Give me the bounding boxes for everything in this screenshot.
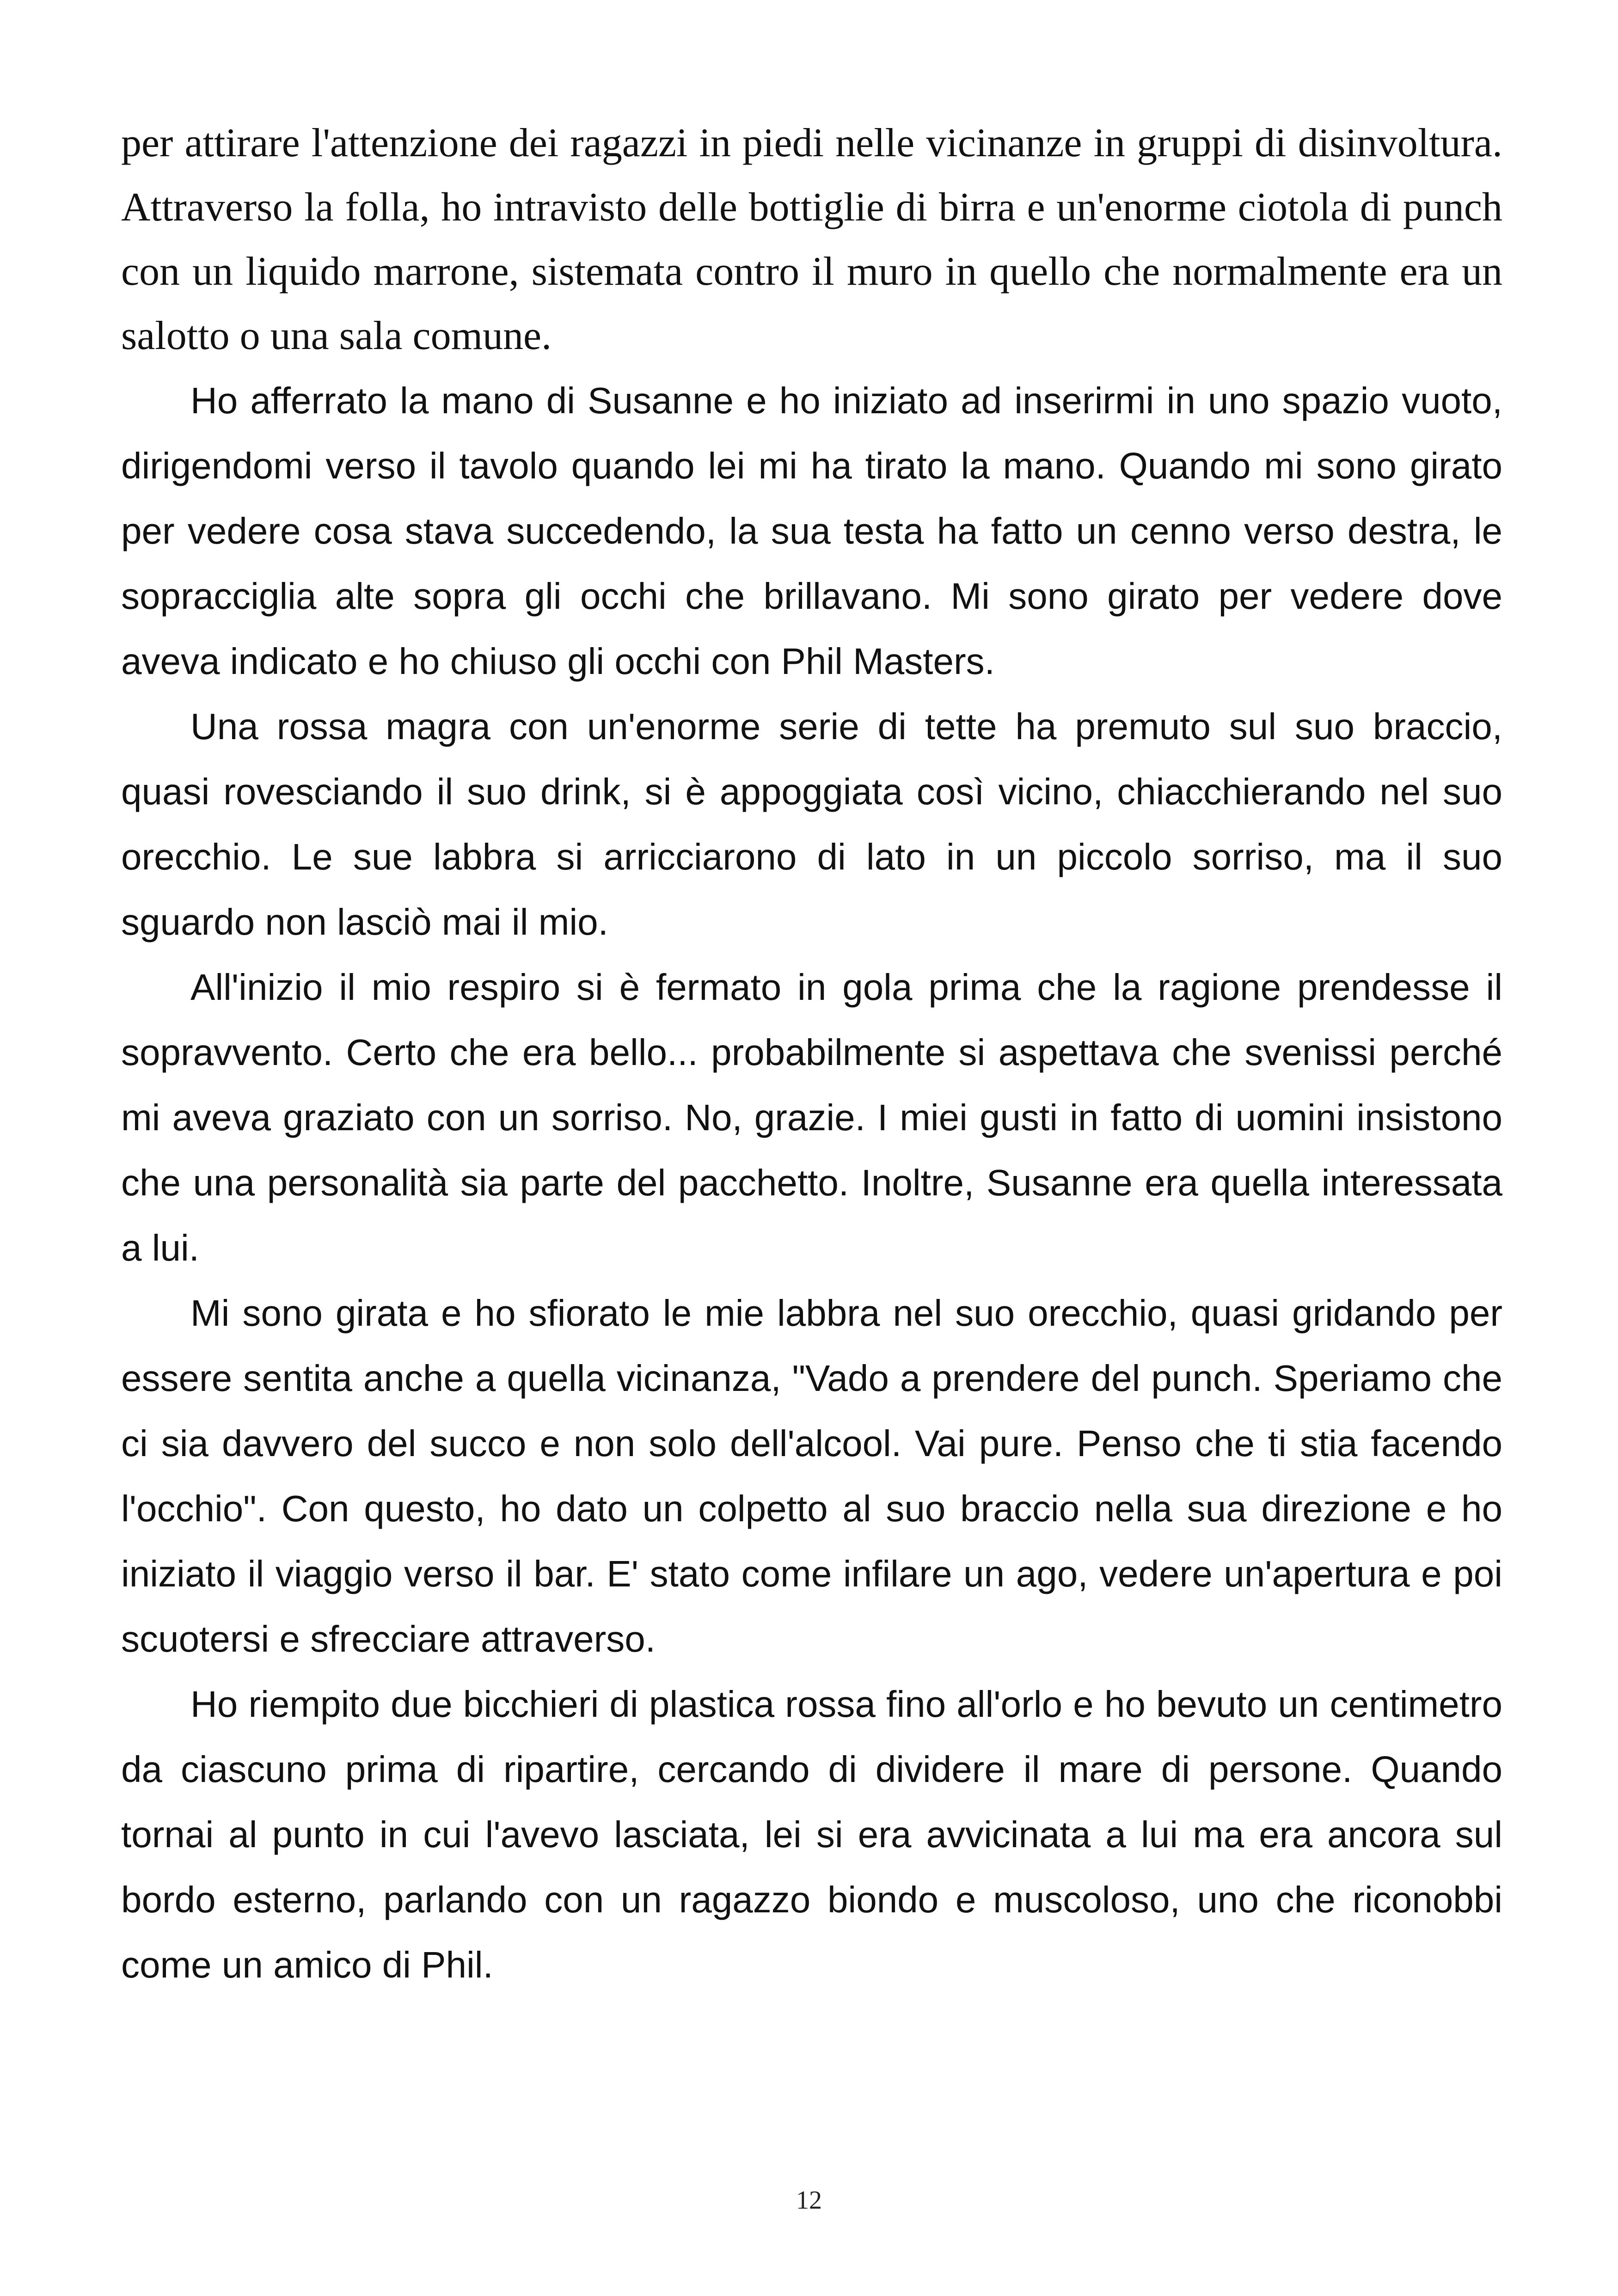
paragraph: All'inizio il mio respiro si è fermato in gola prima che la ragione prendesse il sopravvento. Certo che era bello... probabilmente si aspettava che svenissi perché mi aveva graziato con un sorriso. No, grazie. I miei gusti in fatto di uomini insistono che una personalità sia parte del pacchetto. Inoltre, Susanne era quella interessata a lui. [121, 967, 1502, 1268]
page-body [121, 111, 1502, 1997]
paragraph: Ho afferrato la mano di Susanne e ho iniziato ad inserirmi in uno spazio vuoto, dirigendomi verso il tavolo quando lei mi ha tirato la mano. Quando mi sono girato per vedere cosa stava succedendo, la sua testa ha fatto un cenno verso destra, le sopracciglia alte sopra gli occhi che brillavano. Mi sono girato per vedere dove aveva indicato e ho chiuso gli occhi con Phil Masters. [121, 380, 1502, 682]
paragraph-continuation: per attirare l'attenzione dei ragazzi in piedi nelle vicinanze in gruppi di disinvoltura. Attraverso la folla, ho intravisto delle bottiglie di birra e un'enorme ciotola di punch con un liquido marrone, sistemata contro il muro in quello che normalmente era un salotto o una sala comune. [121, 121, 1502, 358]
paragraph: Ho riempito due bicchieri di plastica rossa fino all'orlo e ho bevuto un centimetro da ciascuno prima di ripartire, cercando di dividere il mare di persone. Quando tornai al punto in cui l'avevo lasciata, lei si era avvicinata a lui ma era ancora sul bordo esterno, parlando con un ragazzo biondo e muscoloso, uno che riconobbi come un amico di Phil. [121, 1684, 1502, 1985]
paragraph: Una rossa magra con un'enorme serie di tette ha premuto sul suo braccio, quasi rovesciando il suo drink, si è appoggiata così vicino, chiacchierando nel suo orecchio. Le sue labbra si arricciarono di lato in un piccolo sorriso, ma il suo sguardo non lasciò mai il mio. [121, 706, 1502, 943]
paragraph: Mi sono girata e ho sfiorato le mie labbra nel suo orecchio, quasi gridando per essere sentita anche a quella vicinanza, "Vado a prendere del punch. Speriamo che ci sia davvero del succo e non solo dell'alcool. Vai pure. Penso che ti stia facendo l'occhio". Con questo, ho dato un colpetto al suo braccio nella sua direzione e ho iniziato il viaggio verso il bar. E' stato come infilare un ago, vedere un'apertura e poi scuotersi e sfrecciare attraverso. [121, 1292, 1502, 1659]
page-number: 12 [796, 2186, 822, 2215]
